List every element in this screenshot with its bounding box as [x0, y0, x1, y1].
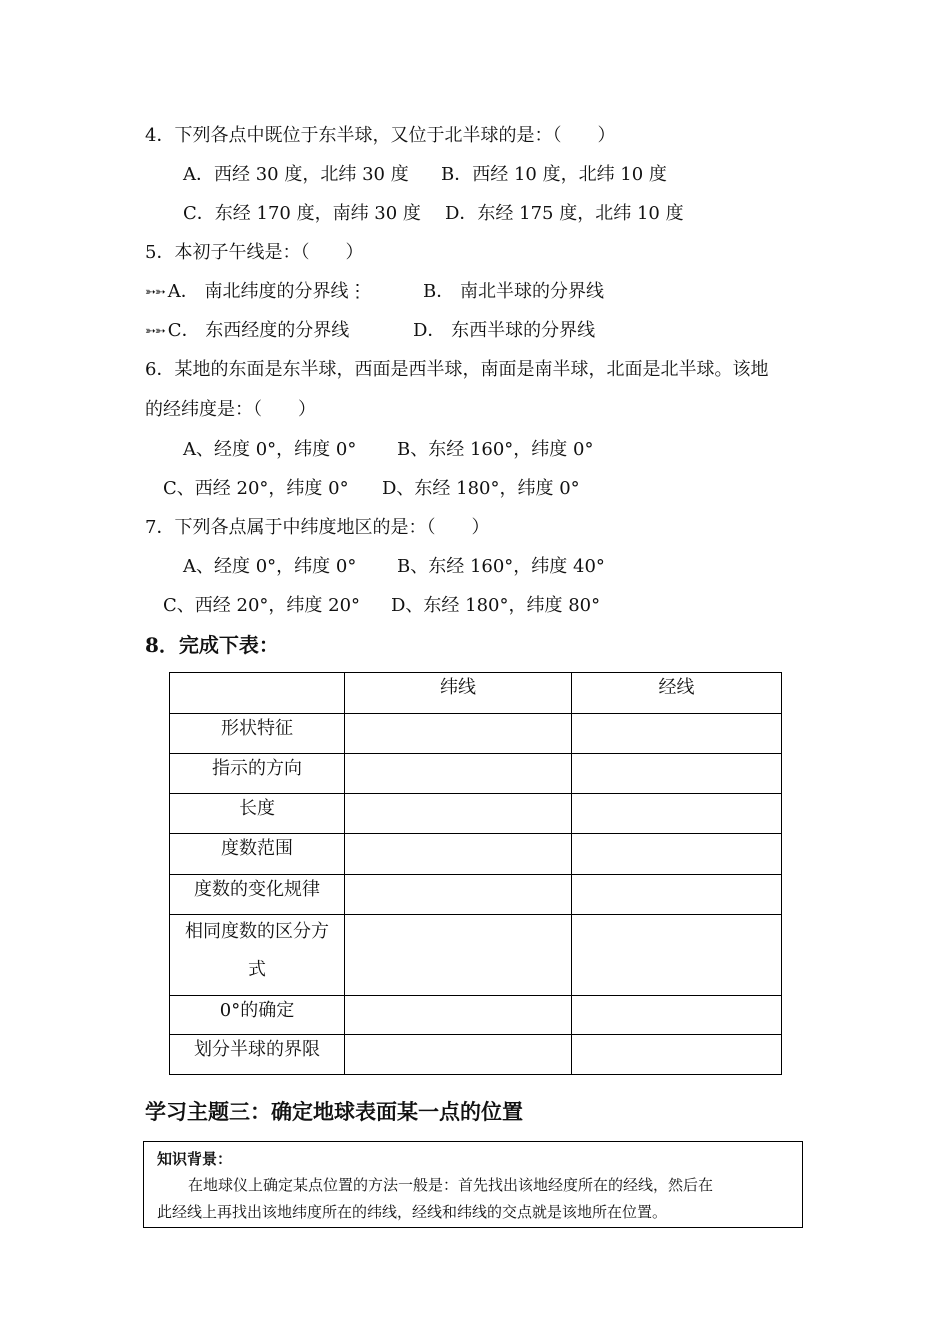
question-6-option-a: A、经度 0°，纬度 0° — [183, 439, 357, 460]
row-label: 度数范围 — [170, 834, 345, 875]
header-cell-empty — [170, 673, 345, 714]
row-label — [170, 915, 345, 996]
question-6-option-c: C、西经 20°，纬度 0° — [163, 478, 349, 499]
answer-cell[interactable] — [572, 834, 782, 875]
question-5-option-d: D． 东西半球的分界线 — [413, 320, 596, 341]
answer-cell[interactable] — [345, 996, 572, 1035]
answer-cell[interactable] — [572, 794, 782, 834]
decoration-glyph: ➳➳ — [145, 324, 165, 339]
question-5-option-a: A． 南北纬度的分界线⋮ — [167, 281, 367, 302]
table-header-row — [170, 673, 782, 714]
question-5-stem: 5．本初子午线是：（ ） — [145, 242, 364, 263]
answer-cell[interactable] — [572, 875, 782, 915]
question-6-option-d: D、东经 180°，纬度 0° — [382, 478, 580, 499]
decoration-glyph: ➳➳ — [145, 285, 165, 300]
table-row — [170, 915, 782, 996]
question-7-option-b: B、东经 160°，纬度 40° — [397, 556, 605, 577]
row-label: 形状特征 — [170, 714, 345, 754]
answer-cell[interactable] — [345, 754, 572, 794]
answer-cell[interactable] — [572, 714, 782, 754]
question-7-option-c: C、西经 20°，纬度 20° — [163, 595, 361, 616]
question-6-stem-line2: 的经纬度是：（ ） — [145, 399, 316, 420]
knowledge-background-box — [143, 1141, 803, 1228]
table-row — [170, 754, 782, 794]
table-row — [170, 875, 782, 915]
question-5-option-c: C． 东西经度的分界线 — [167, 320, 350, 341]
question-5-option-a-line — [145, 280, 367, 305]
table-row — [170, 794, 782, 834]
row-label: 长度 — [170, 794, 345, 834]
question-4-option-b: B．西经 10 度，北纬 10 度 — [441, 164, 667, 185]
row-label: 0°的确定 — [170, 996, 345, 1035]
knowledge-box-line2: 此经线上再找出该地纬度所在的纬线，经线和纬线的交点就是该地所在位置。 — [157, 1203, 668, 1221]
latitude-longitude-table — [169, 672, 782, 1075]
answer-cell[interactable] — [345, 915, 572, 996]
row-label: 划分半球的界限 — [170, 1035, 345, 1075]
table-row — [170, 996, 782, 1035]
knowledge-box-line1: 在地球仪上确定某点位置的方法一般是：首先找出该地经度所在的经线，然后在 — [188, 1176, 714, 1194]
question-5-option-c-line — [145, 319, 349, 344]
header-cell-longitude: 经线 — [572, 673, 782, 714]
section-3-title: 学习主题三：确定地球表面某一点的位置 — [145, 1099, 523, 1124]
knowledge-box-title: 知识背景： — [157, 1150, 233, 1168]
question-4-option-d: D．东经 175 度，北纬 10 度 — [445, 203, 684, 224]
table-row — [170, 834, 782, 875]
answer-cell[interactable] — [345, 714, 572, 754]
question-7-option-d: D、东经 180°，纬度 80° — [391, 595, 601, 616]
row-label-line1: 相同度数的区分方 — [185, 921, 329, 942]
question-5-option-b: B． 南北半球的分界线 — [423, 281, 604, 302]
header-cell-latitude: 纬线 — [345, 673, 572, 714]
answer-cell[interactable] — [345, 794, 572, 834]
row-label: 度数的变化规律 — [170, 875, 345, 915]
answer-cell[interactable] — [572, 996, 782, 1035]
row-label-line2: 式 — [248, 959, 266, 980]
answer-cell[interactable] — [345, 1035, 572, 1075]
question-6-stem-line1: 6．某地的东面是东半球，西面是西半球，南面是南半球，北面是北半球。该地 — [145, 359, 769, 380]
question-7-option-a: A、经度 0°，纬度 0° — [183, 556, 357, 577]
answer-cell[interactable] — [572, 754, 782, 794]
question-6-option-b: B、东经 160°，纬度 0° — [397, 439, 594, 460]
table-row — [170, 714, 782, 754]
question-4-option-c: C．东经 170 度，南纬 30 度 — [183, 203, 421, 224]
answer-cell[interactable] — [572, 1035, 782, 1075]
answer-cell[interactable] — [345, 875, 572, 915]
table-row — [170, 1035, 782, 1075]
question-4-stem: 4．下列各点中既位于东半球，又位于北半球的是：（ ） — [145, 125, 616, 146]
question-4-option-a: A．西经 30 度，北纬 30 度 — [183, 164, 409, 185]
answer-cell[interactable] — [572, 915, 782, 996]
row-label: 指示的方向 — [170, 754, 345, 794]
question-8-heading: 8．完成下表： — [145, 633, 279, 657]
question-7-stem: 7．下列各点属于中纬度地区的是：（ ） — [145, 517, 490, 538]
answer-cell[interactable] — [345, 834, 572, 875]
